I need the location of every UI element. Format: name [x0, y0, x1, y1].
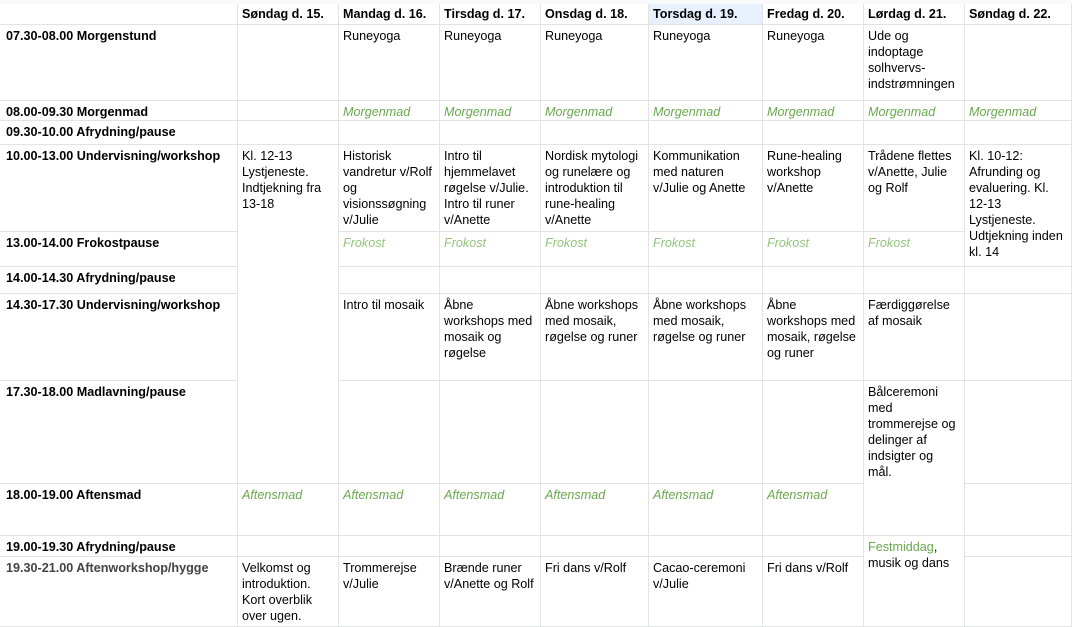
cell-tir17-afrydning1[interactable]	[440, 121, 541, 145]
cell-tor19-undervisning1[interactable]: Kommunikation med naturen v/Julie og Anette	[649, 145, 763, 232]
cell-ons18-afrydning2[interactable]	[541, 267, 649, 294]
cell-son15-afrydning1[interactable]	[238, 121, 339, 145]
header-tir17[interactable]: Tirsdag d. 17.	[440, 4, 541, 25]
cell-man16-aftenworkshop[interactable]: Trommerejse v/Julie	[339, 557, 440, 627]
cell-son22-afrydning1[interactable]	[965, 121, 1072, 145]
cell-ons18-undervisning2[interactable]: Åbne workshops med mosaik, røgelse og runer	[541, 294, 649, 381]
cell-tor19-afrydning1[interactable]	[649, 121, 763, 145]
cell-fre20-afrydning1[interactable]	[763, 121, 864, 145]
cell-lor21-undervisning2[interactable]: Færdiggørelse af mosaik	[864, 294, 965, 381]
cell-lor21-undervisning1[interactable]: Trådene flettes v/Anette, Julie og Rolf	[864, 145, 965, 232]
cell-tir17-madlavning[interactable]	[440, 381, 541, 484]
cell-ons18-morgenmad[interactable]: Morgenmad	[541, 101, 649, 121]
time-0730[interactable]: 07.30-08.00 Morgenstund	[0, 25, 238, 101]
time-1400[interactable]: 14.00-14.30 Afrydning/pause	[0, 267, 238, 294]
cell-ons18-afrydning3[interactable]	[541, 536, 649, 557]
header-corner[interactable]	[0, 4, 238, 25]
cell-son15-morgenmad[interactable]	[238, 101, 339, 121]
cell-fre20-undervisning1[interactable]: Rune-healing workshop v/Anette	[763, 145, 864, 232]
cell-ons18-afrydning1[interactable]	[541, 121, 649, 145]
time-1430[interactable]: 14.30-17.30 Undervisning/workshop	[0, 294, 238, 381]
cell-son15-afrydning3[interactable]	[238, 536, 339, 557]
cell-fre20-aftensmad[interactable]: Aftensmad	[763, 484, 864, 536]
festmiddag-rest: , musik og dans	[868, 540, 950, 570]
cell-tor19-aftenworkshop[interactable]: Cacao-ceremoni v/Julie	[649, 557, 763, 627]
cell-tor19-afrydning3[interactable]	[649, 536, 763, 557]
cell-tir17-aftensmad[interactable]: Aftensmad	[440, 484, 541, 536]
cell-tor19-afrydning2[interactable]	[649, 267, 763, 294]
cell-man16-undervisning2[interactable]: Intro til mosaik	[339, 294, 440, 381]
cell-son22-undervisning2[interactable]	[965, 294, 1072, 381]
time-1730[interactable]: 17.30-18.00 Madlavning/pause	[0, 381, 238, 484]
time-0930[interactable]: 09.30-10.00 Afrydning/pause	[0, 121, 238, 145]
festmiddag-label: Festmiddag	[868, 540, 934, 554]
time-0800[interactable]: 08.00-09.30 Morgenmad	[0, 101, 238, 121]
cell-ons18-aftensmad[interactable]: Aftensmad	[541, 484, 649, 536]
cell-tor19-morgenstund[interactable]: Runeyoga	[649, 25, 763, 101]
cell-fre20-afrydning2[interactable]	[763, 267, 864, 294]
cell-son22-aftenworkshop[interactable]	[965, 557, 1072, 627]
cell-man16-afrydning2[interactable]	[339, 267, 440, 294]
header-fre20[interactable]: Fredag d. 20.	[763, 4, 864, 25]
cell-lor21-merged-baalceremoni[interactable]: Bålceremoni med trommerejse og delinger af indsigter og mål.	[864, 381, 965, 536]
cell-man16-morgenstund[interactable]: Runeyoga	[339, 25, 440, 101]
cell-son22-morgenstund[interactable]	[965, 25, 1072, 101]
time-1900[interactable]: 19.00-19.30 Afrydning/pause	[0, 536, 238, 557]
cell-man16-afrydning1[interactable]	[339, 121, 440, 145]
cell-son15-merged-daytime[interactable]: Kl. 12-13 Lystjeneste. Indtjekning fra 13-18	[238, 145, 339, 484]
cell-fre20-afrydning3[interactable]	[763, 536, 864, 557]
cell-son22-afrydning3[interactable]	[965, 536, 1072, 557]
cell-lor21-morgenstund[interactable]: Ude og indoptage solhvervs-indstrømningen	[864, 25, 965, 101]
cell-son15-aftensmad[interactable]: Aftensmad	[238, 484, 339, 536]
time-1000[interactable]: 10.00-13.00 Undervisning/workshop	[0, 145, 238, 232]
cell-tir17-frokost[interactable]: Frokost	[440, 232, 541, 267]
header-son15[interactable]: Søndag d. 15.	[238, 4, 339, 25]
cell-son22-afrydning2[interactable]	[965, 267, 1072, 294]
time-1300[interactable]: 13.00-14.00 Frokostpause	[0, 232, 238, 267]
cell-son22-morgenmad[interactable]: Morgenmad	[965, 101, 1072, 121]
header-lor21[interactable]: Lørdag d. 21.	[864, 4, 965, 25]
header-ons18[interactable]: Onsdag d. 18.	[541, 4, 649, 25]
cell-ons18-madlavning[interactable]	[541, 381, 649, 484]
cell-fre20-morgenstund[interactable]: Runeyoga	[763, 25, 864, 101]
cell-ons18-aftenworkshop[interactable]: Fri dans v/Rolf	[541, 557, 649, 627]
cell-tir17-afrydning3[interactable]	[440, 536, 541, 557]
cell-tir17-morgenstund[interactable]: Runeyoga	[440, 25, 541, 101]
cell-fre20-morgenmad[interactable]: Morgenmad	[763, 101, 864, 121]
cell-fre20-madlavning[interactable]	[763, 381, 864, 484]
cell-man16-madlavning[interactable]	[339, 381, 440, 484]
cell-man16-frokost[interactable]: Frokost	[339, 232, 440, 267]
cell-ons18-undervisning1[interactable]: Nordisk mytologi og runelære og introduktion til rune-healing v/Anette	[541, 145, 649, 232]
cell-lor21-morgenmad[interactable]: Morgenmad	[864, 101, 965, 121]
cell-son22-madlavning[interactable]	[965, 381, 1072, 484]
cell-son22-aftensmad[interactable]	[965, 484, 1072, 536]
cell-man16-afrydning3[interactable]	[339, 536, 440, 557]
cell-man16-morgenmad[interactable]: Morgenmad	[339, 101, 440, 121]
header-son22[interactable]: Søndag d. 22.	[965, 4, 1072, 25]
cell-tor19-undervisning2[interactable]: Åbne workshops med mosaik, røgelse og runer	[649, 294, 763, 381]
cell-tir17-undervisning2[interactable]: Åbne workshops med mosaik og røgelse	[440, 294, 541, 381]
cell-fre20-aftenworkshop[interactable]: Fri dans v/Rolf	[763, 557, 864, 627]
cell-lor21-frokost[interactable]: Frokost	[864, 232, 965, 267]
cell-lor21-merged-festmiddag[interactable]	[864, 536, 965, 627]
cell-tir17-afrydning2[interactable]	[440, 267, 541, 294]
cell-fre20-undervisning2[interactable]: Åbne workshops med mosaik, røgelse og runer	[763, 294, 864, 381]
cell-son15-morgenstund[interactable]	[238, 25, 339, 101]
cell-son15-aftenworkshop[interactable]: Velkomst og introduktion. Kort overblik over ugen.	[238, 557, 339, 627]
cell-ons18-frokost[interactable]: Frokost	[541, 232, 649, 267]
cell-tor19-morgenmad[interactable]: Morgenmad	[649, 101, 763, 121]
cell-tor19-madlavning[interactable]	[649, 381, 763, 484]
cell-man16-undervisning1[interactable]: Historisk vandretur v/Rolf og visionssøgning v/Julie	[339, 145, 440, 232]
cell-tir17-aftenworkshop[interactable]: Brænde runer v/Anette og Rolf	[440, 557, 541, 627]
cell-lor21-afrydning1[interactable]	[864, 121, 965, 145]
cell-tir17-undervisning1[interactable]: Intro til hjemmelavet røgelse v/Julie. Intro til runer v/Anette	[440, 145, 541, 232]
cell-lor21-afrydning2[interactable]	[864, 267, 965, 294]
header-man16[interactable]: Mandag d. 16.	[339, 4, 440, 25]
cell-ons18-morgenstund[interactable]: Runeyoga	[541, 25, 649, 101]
cell-fre20-frokost[interactable]: Frokost	[763, 232, 864, 267]
cell-tor19-frokost[interactable]: Frokost	[649, 232, 763, 267]
cell-tor19-aftensmad[interactable]: Aftensmad	[649, 484, 763, 536]
time-1800[interactable]: 18.00-19.00 Aftensmad	[0, 484, 238, 536]
cell-son22-merged-closing[interactable]: Kl. 10-12: Afrunding og evaluering. Kl. 12-13 Lystjeneste. Udtjekning inden kl. 14	[965, 145, 1072, 267]
cell-tir17-morgenmad[interactable]: Morgenmad	[440, 101, 541, 121]
cell-man16-aftensmad[interactable]: Aftensmad	[339, 484, 440, 536]
time-1930[interactable]: 19.30-21.00 Aftenworkshop/hygge	[0, 557, 238, 627]
header-tor19[interactable]: Torsdag d. 19.	[649, 4, 763, 25]
